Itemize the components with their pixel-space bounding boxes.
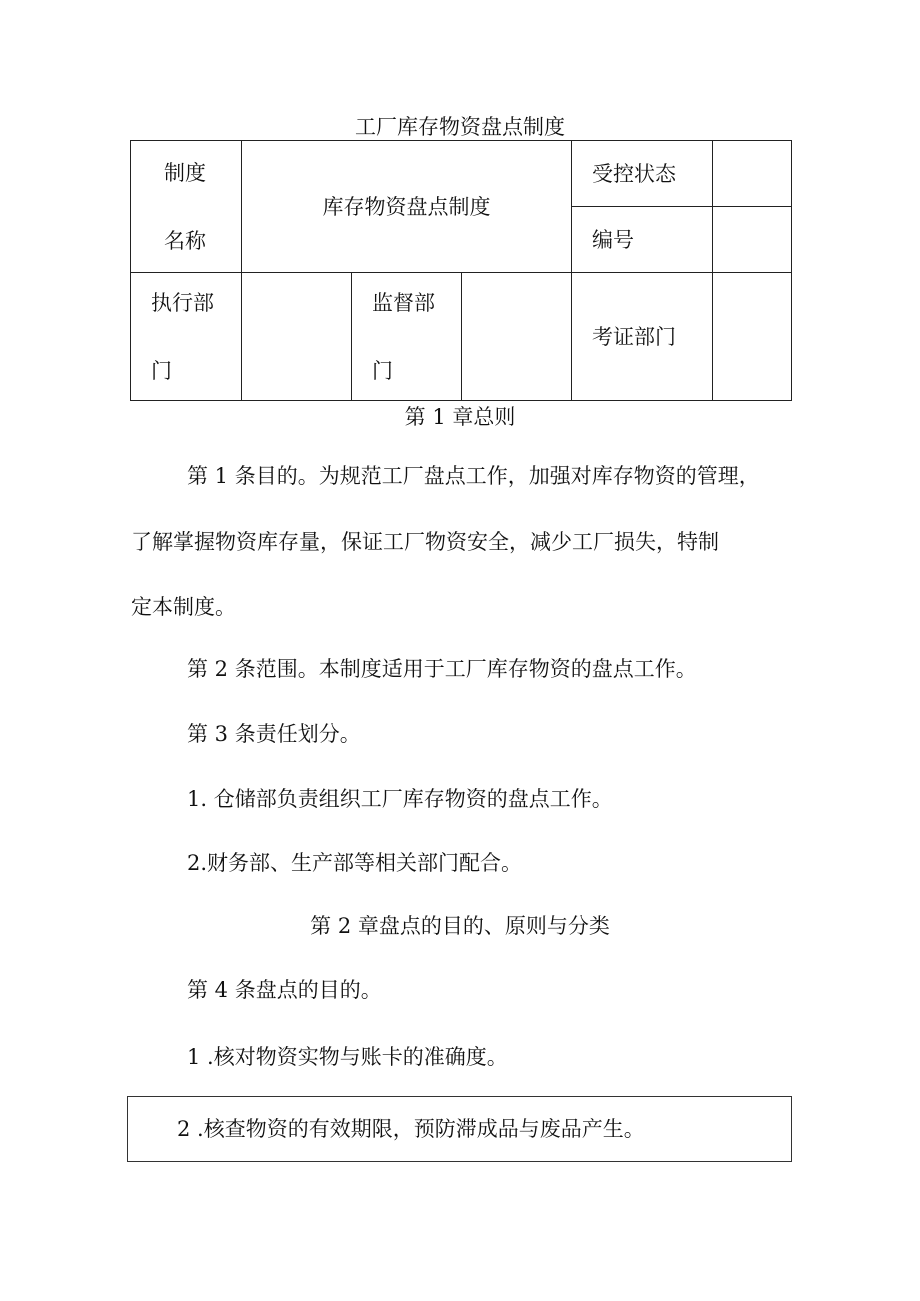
chapter2-heading: 第 2 章盘点的目的、原则与分类: [310, 914, 610, 938]
article4-item2: 2 .核查物资的有效期限，预防滞成品与废品产生。: [177, 1117, 645, 1141]
policy-name-label-line2: 名称: [164, 228, 206, 253]
document-number-value: [713, 207, 792, 273]
article1-line1: 第 1 条目的。为规范工厂盘点工作，加强对库存物资的管理，: [187, 464, 760, 488]
executing-dept-label-cell: [131, 273, 242, 401]
executing-dept-label-line1: 执行部: [151, 290, 214, 315]
control-status-value: [713, 141, 792, 207]
supervising-dept-label-line1: 监督部: [372, 290, 435, 315]
article3: 第 3 条责任划分。: [187, 722, 361, 746]
document-number-label: 编号: [572, 207, 713, 273]
control-status-label: 受控状态: [572, 141, 713, 207]
supervising-dept-label-line2: 门: [372, 358, 393, 383]
article4: 第 4 条盘点的目的。: [187, 978, 382, 1002]
article1-line3: 定本制度。: [131, 595, 236, 619]
executing-dept-value: [242, 273, 352, 401]
verifying-dept-label: 考证部门: [572, 273, 713, 401]
policy-name-label-line1: 制度: [164, 160, 206, 185]
chapter1-heading: 第 1 章总则: [404, 405, 516, 429]
supervising-dept-value: [462, 273, 572, 401]
article4-item1: 1 .核对物资实物与账卡的准确度。: [187, 1045, 508, 1069]
document-title: 工厂库存物资盘点制度: [355, 115, 565, 139]
supervising-dept-label-cell: [352, 273, 462, 401]
article2: 第 2 条范围。本制度适用于工厂库存物资的盘点工作。: [187, 657, 697, 681]
article3-item2: 2.财务部、生产部等相关部门配合。: [187, 851, 523, 875]
article3-item1: 1. 仓储部负责组织工厂库存物资的盘点工作。: [187, 787, 613, 811]
executing-dept-label-line2: 门: [151, 358, 172, 383]
policy-name-value: 库存物资盘点制度: [242, 141, 572, 273]
article1-line2: 了解掌握物资库存量，保证工厂物资安全，减少工厂损失，特制: [131, 530, 719, 554]
verifying-dept-value: [713, 273, 792, 401]
policy-name-label-cell: [131, 141, 242, 273]
document-meta-table: [130, 140, 792, 401]
